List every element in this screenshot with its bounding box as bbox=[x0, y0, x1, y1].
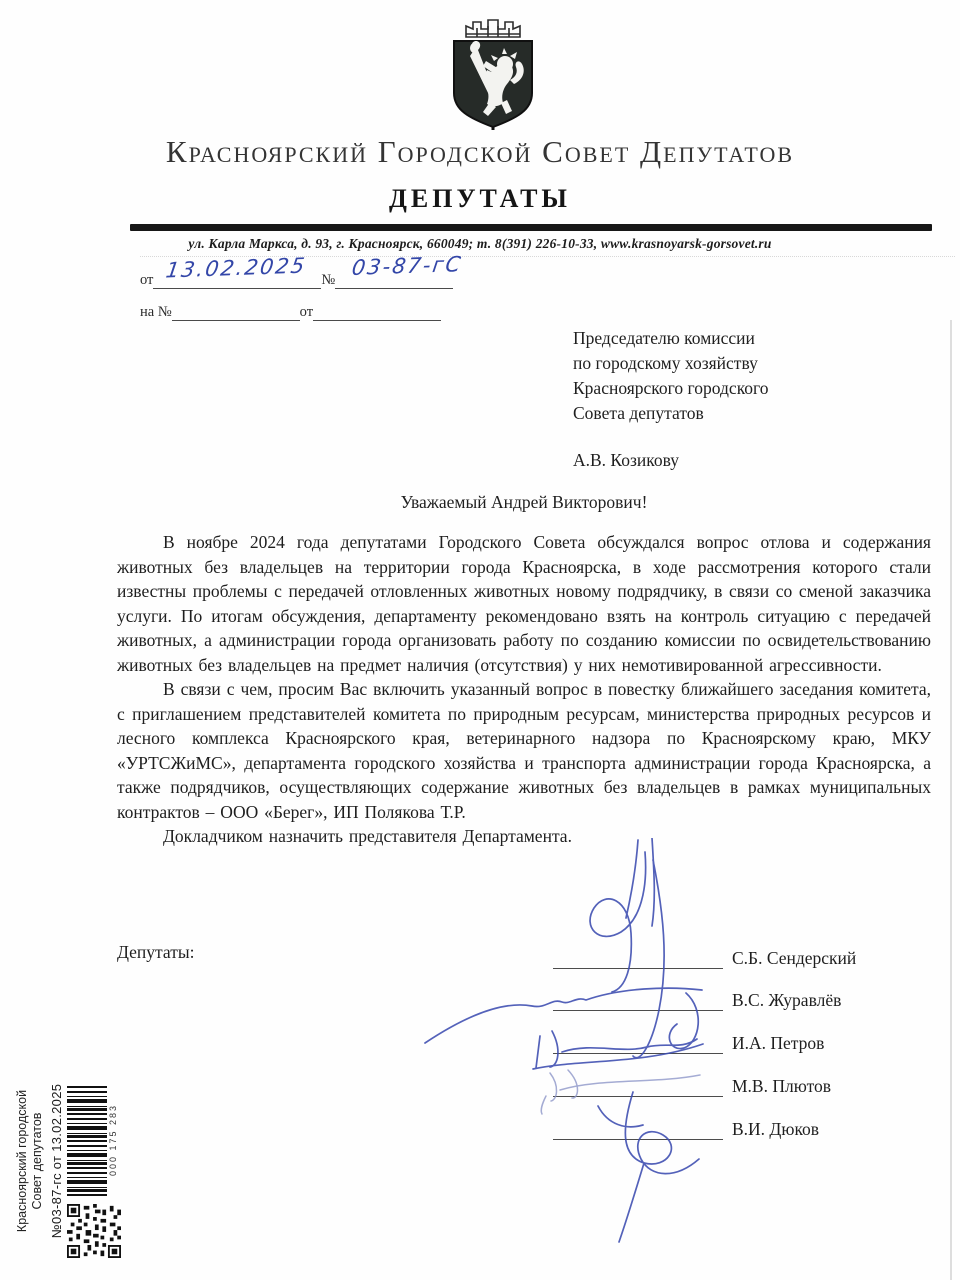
recipient-line: по городскому хозяйству bbox=[573, 353, 758, 373]
ref-reply-label: на № bbox=[140, 304, 172, 320]
signatory-name: И.А. Петров bbox=[732, 1033, 825, 1053]
krasnoyarsk-coat-of-arms-icon bbox=[432, 12, 548, 130]
header-divider-bar bbox=[130, 224, 932, 231]
org-title: Красноярский Городской Совет Депутатов bbox=[165, 134, 795, 169]
ref-reply-number-line bbox=[172, 305, 300, 321]
stamp-org-line2: Совет депутатов bbox=[30, 1112, 44, 1210]
recipient-line: Председателю комиссии bbox=[573, 328, 755, 348]
ref-reply-from-label: от bbox=[299, 304, 314, 320]
signatory-name: М.В. Плютов bbox=[732, 1076, 832, 1096]
org-address: ул. Карла Маркса, д. 93, г. Красноярск, 660049; т. 8(391) 226-10-33, www.krasnoyarsk-gorsovet.ru bbox=[188, 236, 772, 251]
barcode-number: 000 175 283 bbox=[108, 1103, 118, 1177]
barcode bbox=[67, 1084, 107, 1196]
handwritten-date: 13.02.2025 bbox=[164, 253, 308, 283]
recipient-line: Совета депутатов bbox=[573, 403, 704, 423]
signatory-name: С.Б. Сендерский bbox=[732, 948, 857, 968]
recipient-block bbox=[573, 326, 769, 473]
body-paragraph-3: Докладчиком назначить представителя Департамента. bbox=[163, 826, 572, 846]
signature-row bbox=[553, 989, 841, 1011]
recipient-name: А.В. Козикову bbox=[573, 450, 680, 470]
signature-line bbox=[553, 1031, 723, 1054]
body-paragraph-1: В ноябре 2024 года депутатами Городского Совета обсуждался вопрос отлова и содержания животных без владельцев на территории города Красноярска, в ходе рассмотрения которого стали известны проблемы с передачей отловленных животных новому подрядчику, в связи со сменой заказчика услуги. По итогам обсуждения, департаменту рекомендовано взять на контроль ситуацию с передачей животных, а администрации города организовать работу по созданию комиссии по освидетельствованию животных без владельцев на предмет наличия (отсутствия) у них немотивированной агрессивности. bbox=[117, 532, 931, 675]
body-paragraph-2: В связи с чем, просим Вас включить указанный вопрос в повестку ближайшего заседания комитета, с приглашением представителей комитета по природным ресурсам, министерства природных ресурсов и лесного комплекса Красноярского края, ветеринарного надзора по Красноярскому краю, МКУ «УРТСЖиМС», департамента городского хозяйства и транспорта администрации города Красноярска, а также подрядчиков, осуществляющих содержание животных без владельцев в рамках муниципальных контрактов – ООО «Берег», ИП Полякова Т.Р. bbox=[117, 679, 931, 822]
signature-line bbox=[553, 988, 723, 1011]
signature-row bbox=[553, 1118, 819, 1140]
recipient-line: Красноярского городского bbox=[573, 378, 769, 398]
stamp-registration-number: №03-87-гс от 13.02.2025 bbox=[49, 1083, 64, 1239]
signature-line bbox=[553, 1074, 723, 1097]
stamp-org-line1: Красноярский городской bbox=[15, 1089, 29, 1233]
ref-reply-date-line bbox=[313, 305, 441, 321]
signatories-label: Депутаты: bbox=[117, 942, 195, 962]
signature-row bbox=[553, 947, 856, 969]
registration-stamp-label bbox=[10, 1052, 128, 1270]
qr-code-icon bbox=[67, 1204, 121, 1258]
org-subtitle: ДЕПУТАТЫ bbox=[389, 184, 571, 213]
signature-row bbox=[553, 1075, 831, 1097]
handwritten-number: 03-87-гС bbox=[350, 252, 464, 280]
signatory-name: В.С. Журавлёв bbox=[732, 990, 842, 1010]
signatory-name: В.И. Дюков bbox=[732, 1119, 820, 1139]
ref-from-label: от bbox=[140, 272, 154, 288]
signature-row bbox=[553, 1032, 824, 1054]
scan-edge-artifact bbox=[950, 320, 952, 1280]
signature-line bbox=[553, 946, 723, 969]
signature-line bbox=[553, 1117, 723, 1140]
letter-body bbox=[117, 530, 931, 849]
salutation: Уважаемый Андрей Викторович! bbox=[400, 492, 648, 512]
ref-number-label: № bbox=[321, 272, 336, 288]
